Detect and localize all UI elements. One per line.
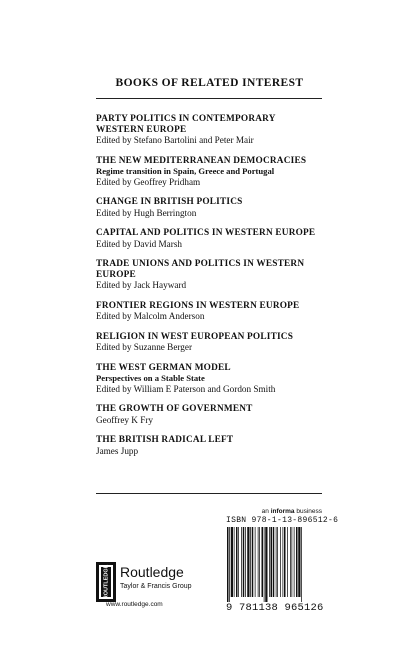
book-title: THE BRITISH RADICAL LEFT: [96, 435, 234, 445]
book-editor: Edited by William E Paterson and Gordon Smith: [96, 383, 276, 394]
barcode-bar: [234, 527, 235, 597]
barcode-bar: [258, 527, 259, 597]
book-editor: Edited by Hugh Berrington: [96, 207, 197, 218]
book-editor: Edited by Geoffrey Pridham: [96, 176, 201, 187]
barcode-bar: [262, 527, 264, 597]
publisher-name: Routledge: [120, 564, 184, 580]
barcode-bar: [284, 527, 286, 597]
book-entry: [96, 114, 326, 146]
book-title: CAPITAL AND POLITICS IN WESTERN EUROPE: [96, 228, 316, 238]
barcode-bar: [271, 527, 273, 597]
publisher-url: www.routledge.com: [106, 601, 163, 608]
book-list: [96, 114, 326, 466]
informa-brand: informa: [270, 508, 295, 515]
barcode-number: 9 781138 965126: [226, 602, 324, 614]
publisher-group: Taylor & Francis Group: [120, 583, 192, 590]
informa-suffix: business: [294, 508, 322, 515]
barcode-bar: [290, 527, 291, 597]
book-subtitle: Perspectives on a Stable State: [96, 373, 205, 383]
book-editor: Edited by Jack Hayward: [96, 280, 187, 290]
book-entry: [96, 404, 326, 425]
book-entry: [96, 363, 326, 395]
bottom-rule: [96, 493, 322, 494]
top-rule: [96, 98, 322, 99]
barcode-bar: [276, 527, 277, 597]
book-entry: [96, 301, 326, 322]
informa-tagline: [240, 508, 322, 515]
barcode-bar: [264, 527, 265, 603]
book-title-line2: WESTERN EUROPE: [96, 124, 187, 135]
barcode-bar: [294, 527, 295, 597]
barcode-bar: [243, 527, 245, 597]
book-editor: Edited by David Marsh: [96, 238, 182, 249]
book-entry: [96, 228, 326, 249]
barcode-bar: [277, 527, 278, 597]
barcode-bar: [255, 527, 256, 597]
book-title-line2: EUROPE: [96, 269, 136, 280]
book-entry: [96, 197, 326, 218]
barcode-bar: [283, 527, 284, 597]
book-title: THE NEW MEDITERRANEAN DEMOCRACIES: [96, 155, 307, 166]
book-title: PARTY POLITICS IN CONTEMPORARY: [96, 114, 276, 124]
logo-text: ROUTLEDGE: [103, 564, 110, 600]
book-entry: [96, 156, 326, 188]
page-heading: BOOKS OF RELATED INTEREST: [115, 77, 304, 89]
book-title: TRADE UNIONS AND POLITICS IN WESTERN: [96, 259, 305, 269]
barcode-bar: [245, 527, 246, 597]
book-editor: Edited by Malcolm Anderson: [96, 311, 205, 321]
book-title: FRONTIER REGIONS IN WESTERN EUROPE: [96, 300, 300, 311]
barcode-bar: [227, 527, 229, 603]
barcode-bar: [259, 527, 260, 597]
barcode-bar: [250, 527, 251, 597]
barcode-bar: [296, 527, 298, 597]
book-editor: Geoffrey K Fry: [96, 414, 153, 425]
book-title: THE WEST GERMAN MODEL: [96, 362, 231, 373]
barcode-bar: [298, 527, 300, 597]
book-title: CHANGE IN BRITISH POLITICS: [96, 197, 243, 207]
barcode-bar: [247, 527, 249, 597]
barcode-bar: [273, 527, 275, 597]
book-entry: [96, 259, 326, 291]
barcode-bar: [229, 527, 230, 603]
barcode-bar: [292, 527, 293, 597]
book-subtitle: Regime transition in Spain, Greece and Portugal: [96, 166, 275, 176]
barcode-bar: [238, 527, 239, 597]
book-title: RELIGION IN WEST EUROPEAN POLITICS: [96, 331, 294, 342]
book-editor: James Jupp: [96, 445, 139, 456]
informa-prefix: an: [261, 508, 271, 515]
isbn-text: ISBN 978-1-13-896512-6: [226, 516, 339, 525]
barcode-bar: [236, 527, 238, 597]
book-editor: Edited by Suzanne Berger: [96, 342, 193, 352]
book-entry: [96, 435, 326, 456]
book-editor: Edited by Stefano Bartolini and Peter Mair: [96, 135, 254, 145]
barcode-bars: [226, 527, 322, 603]
barcode-bar: [287, 527, 288, 597]
barcode-bar: [252, 527, 254, 597]
barcode-bar: [280, 527, 281, 597]
barcode-bar: [231, 527, 233, 597]
barcode: [226, 527, 322, 609]
book-entry: [96, 332, 326, 353]
barcode-bar: [265, 527, 267, 603]
barcode-bar: [269, 527, 270, 597]
routledge-logo-icon: [96, 562, 116, 602]
barcode-bar: [241, 527, 242, 597]
barcode-bar: [301, 527, 302, 603]
book-title: THE GROWTH OF GOVERNMENT: [96, 404, 253, 414]
